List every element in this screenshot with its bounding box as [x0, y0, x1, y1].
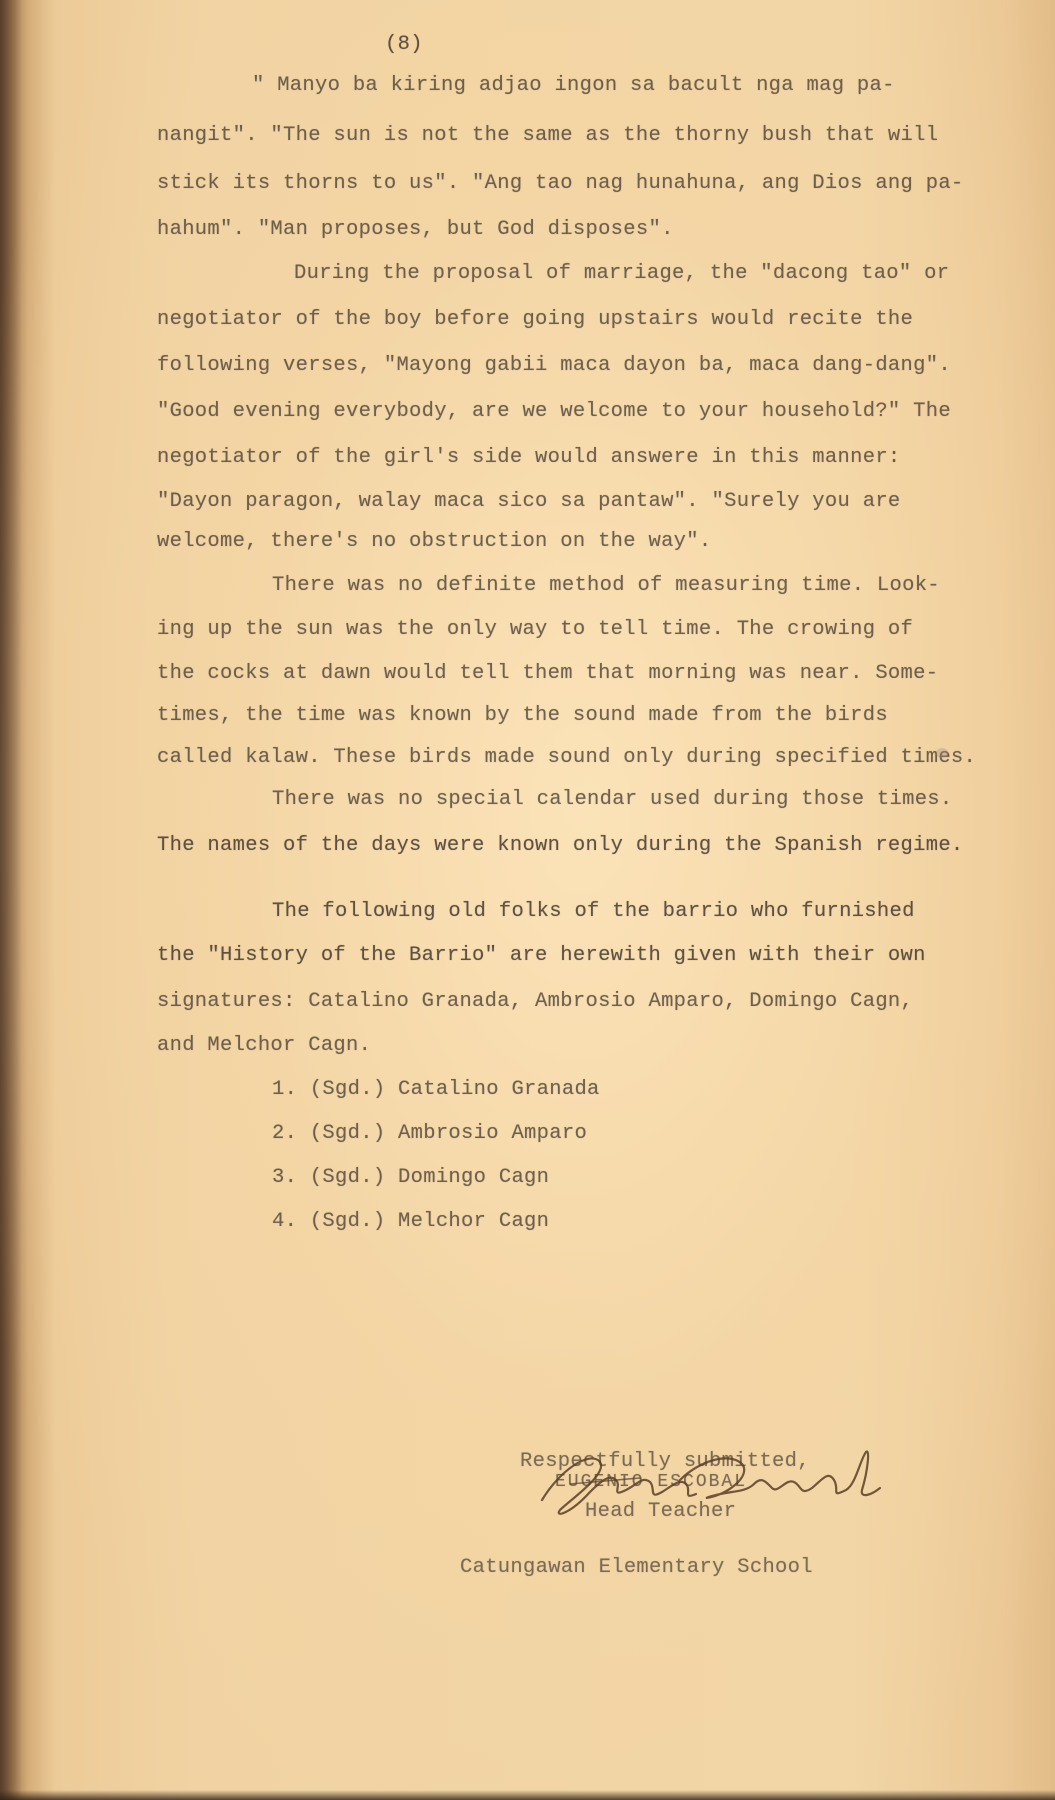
signatory-3: 3. (Sgd.) Domingo Cagn	[272, 1166, 550, 1189]
handwritten-signature	[530, 1440, 890, 1520]
closing-title: Head Teacher	[585, 1500, 737, 1523]
paragraph-5-line-2: the "History of the Barrio" are herewith given with their own	[157, 944, 926, 967]
paragraph-2-line-1: During the proposal of marriage, the "dacong tao" or	[294, 262, 950, 285]
paragraph-4-line-2: The names of the days were known only during the Spanish regime.	[157, 834, 964, 857]
paragraph-2-line-7: welcome, there's no obstruction on the way".	[157, 530, 712, 553]
paragraph-2-line-5: negotiator of the girl's side would answere in this manner:	[157, 446, 901, 469]
paragraph-5-line-1: The following old folks of the barrio who furnished	[272, 900, 915, 923]
paragraph-4-line-1: There was no special calendar used during those times.	[272, 788, 953, 811]
closing-school: Catungawan Elementary School	[460, 1556, 813, 1579]
paragraph-5-line-4: and Melchor Cagn.	[157, 1034, 372, 1057]
paragraph-3-line-3: the cocks at dawn would tell them that morning was near. Some-	[157, 662, 939, 685]
paragraph-3-line-1: There was no definite method of measuring time. Look-	[272, 574, 940, 597]
closing-salutation: Respectfully submitted,	[520, 1450, 810, 1473]
binding-shadow	[0, 0, 22, 1800]
signatory-4: 4. (Sgd.) Melchor Cagn	[272, 1210, 550, 1233]
paragraph-3-line-2: ing up the sun was the only way to tell time. The crowing of	[157, 618, 914, 641]
paragraph-1-line-1: " Manyo ba kiring adjao ingon sa bacult nga mag pa-	[252, 74, 895, 97]
paragraph-2-line-3: following verses, "Mayong gabii maca dayon ba, maca dang-dang".	[157, 354, 951, 377]
paragraph-5-line-3: signatures: Catalino Granada, Ambrosio Amparo, Domingo Cagn,	[157, 990, 914, 1013]
closing-name: EUGENIO ESCOBAL	[555, 1472, 748, 1492]
paragraph-2-line-4: "Good evening everybody, are we welcome to your household?" The	[157, 400, 951, 423]
paragraph-1-line-4: hahum". "Man proposes, but God disposes".	[157, 218, 674, 241]
paragraph-2-line-6: "Dayon paragon, walay maca sico sa pantaw". "Surely you are	[157, 490, 901, 513]
signatory-1: 1. (Sgd.) Catalino Granada	[272, 1078, 600, 1101]
signatory-2: 2. (Sgd.) Ambrosio Amparo	[272, 1122, 588, 1145]
paragraph-3-line-5: called kalaw. These birds made sound only during specified times.	[157, 746, 977, 769]
ink-smudge	[936, 748, 948, 758]
paragraph-3-line-4: times, the time was known by the sound made from the birds	[157, 704, 888, 727]
bottom-edge	[0, 1790, 1055, 1800]
page-number: (8)	[385, 33, 423, 56]
paragraph-1-line-3: stick its thorns to us". "Ang tao nag hunahuna, ang Dios ang pa-	[157, 172, 964, 195]
paragraph-2-line-2: negotiator of the boy before going upstairs would recite the	[157, 308, 914, 331]
paragraph-1-line-2: nangit". "The sun is not the same as the thorny bush that will	[157, 124, 939, 147]
